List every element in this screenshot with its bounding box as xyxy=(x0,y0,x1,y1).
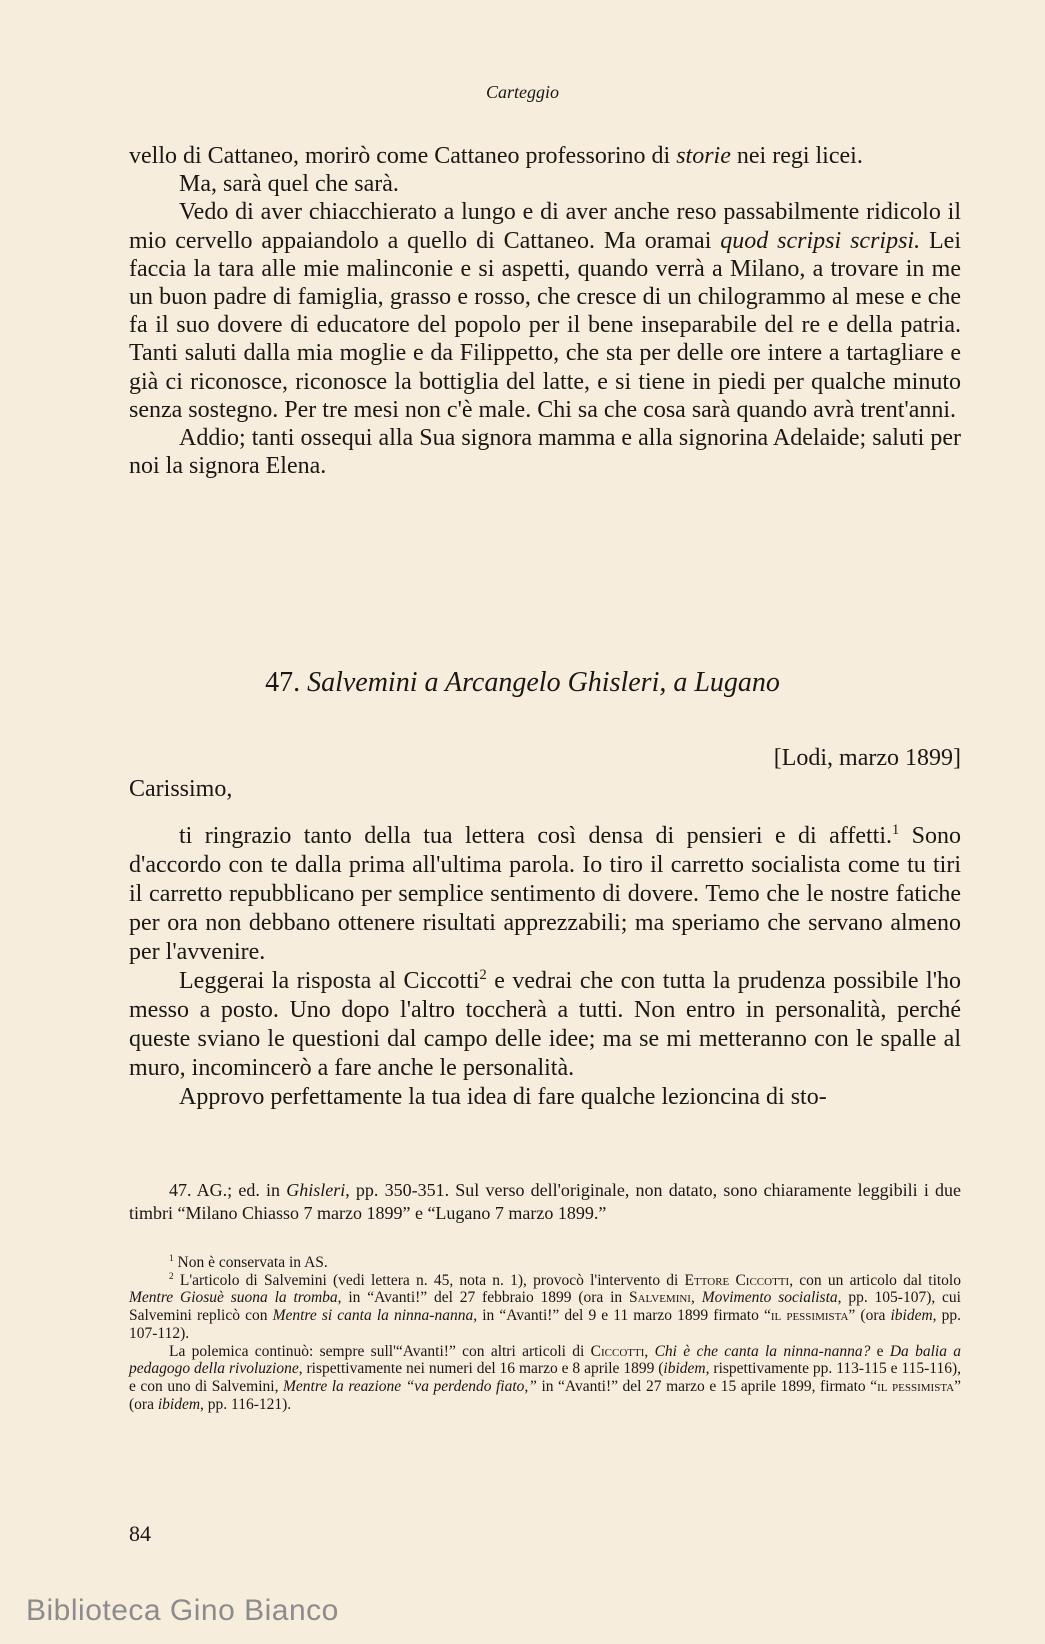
small-caps-text: il pessimista xyxy=(770,1307,849,1325)
text: , in “Avanti!” del 27 febbraio 1899 (ora in xyxy=(337,1289,629,1307)
paragraph xyxy=(129,967,961,1083)
italic-text: ibidem xyxy=(663,1360,706,1378)
letter-title: Salvemini a Arcangelo Ghisleri, a Lugano xyxy=(307,667,780,698)
text: L'articolo di Salvemini (vedi lettera n. 45, nota n. 1), provocò l'intervento di xyxy=(173,1271,685,1289)
paragraph xyxy=(129,1179,961,1225)
small-caps-text: Ciccotti xyxy=(590,1342,645,1360)
paragraph: Approvo perfettamente la tua idea di fare qualche lezioncina di sto- xyxy=(179,1084,827,1110)
italic-text: Mentre si canta la ninna-nanna xyxy=(272,1307,474,1325)
text: in “Avanti!” del 27 marzo e 15 aprile 1899, firmato “ xyxy=(536,1377,878,1395)
italic-text: Mentre Giosuè suona la tromba xyxy=(129,1289,338,1307)
text: , pp. 116-121). xyxy=(200,1395,292,1413)
text: ” (ora xyxy=(848,1307,891,1325)
text: Vedo di aver chiacchierato a lungo e di aver anche reso passabilmente ridicolo il mio cervello appaiandolo a quello di Cattaneo. Ma oramai xyxy=(129,199,961,254)
italic-text: Chi è che canta la ninna-nanna? xyxy=(654,1342,871,1360)
library-watermark: Biblioteca Gino Bianco xyxy=(26,1594,339,1627)
editorial-note xyxy=(129,1179,961,1225)
footnote-ref: 1 xyxy=(892,822,900,838)
text: , xyxy=(690,1289,702,1307)
salutation: Carissimo, xyxy=(129,776,233,802)
italic-text: ibidem xyxy=(890,1307,933,1325)
italic-text: quod scripsi scripsi. xyxy=(720,227,921,254)
page-number: 84 xyxy=(129,1521,151,1546)
letter-heading xyxy=(0,667,1045,699)
footnote-mark: 2 xyxy=(169,1271,174,1282)
italic-text: storie xyxy=(676,143,731,169)
text: ” (ora xyxy=(129,1377,961,1413)
footnote-2 xyxy=(129,1272,961,1343)
text: Lei faccia la tara alle mie malinconie e si aspetti, quando verrà a Milano, a trovare in me un buon padre di famiglia, grasso e rosso, che cresce di un chilogrammo al mese e che fa il suo dovere di educatore del popolo per il bene inseparabile del re e della patria. Tanti saluti dalla mia moglie e da Filippetto, che sta per delle ore intere a tartagliare e già ci riconosce, riconosce la bottiglia del latte, e si tiene in piedi per qualche minuto senza sostegno. Per tre mesi non c'è male. Chi sa che cosa sarà quando avrà trent'anni. xyxy=(129,227,961,423)
text: , con un articolo dal titolo xyxy=(789,1271,961,1289)
text: nei regi licei. xyxy=(730,143,863,169)
text: ti ringrazio tanto della tua lettera così densa di pensieri e di affetti. xyxy=(179,823,893,849)
letter-number: 47. xyxy=(265,667,301,698)
text: , rispettivamente pp. 113-115 e 115-116), e con uno di Salvemini, xyxy=(129,1360,961,1395)
text: , xyxy=(644,1342,655,1360)
small-caps-text: Salvemini xyxy=(628,1289,691,1307)
footnote-mark: 1 xyxy=(169,1253,174,1264)
text: Non è conservata in AS. xyxy=(173,1254,328,1271)
text: , pp. 105-107), cui Salvemini replicò con xyxy=(129,1289,961,1325)
italic-text: Mentre la reazione “va perdendo fiato,” xyxy=(283,1377,537,1395)
running-head: Carteggio xyxy=(485,82,559,102)
text: vello di Cattaneo, morirò come Cattaneo professorino di xyxy=(129,143,677,169)
paragraph: Ma, sarà quel che sarà. xyxy=(179,171,399,198)
text: La polemica continuò: sempre sull'“Avanti!” con altri articoli di xyxy=(169,1342,591,1360)
text: Leggerai la risposta al Ciccotti xyxy=(179,968,480,994)
text: , pp. 350-351. Sul verso dell'originale, non datato, sono chiaramente leggibili i due timbri “Milano Chiasso 7 marzo 1899” e “Lugano 7 marzo 1899.” xyxy=(129,1180,961,1223)
text: e xyxy=(870,1342,890,1360)
small-caps-text: Ettore Ciccotti xyxy=(684,1271,790,1289)
small-caps-text: il pessimista xyxy=(877,1377,955,1395)
text: , pp. 107-112). xyxy=(129,1307,962,1342)
paragraph xyxy=(129,142,961,170)
italic-text: Movimento socialista xyxy=(701,1289,838,1307)
footnote-1 xyxy=(129,1254,961,1272)
text: , rispettivamente nei numeri del 16 marzo e 8 aprile 1899 ( xyxy=(298,1360,664,1378)
paragraph xyxy=(129,822,961,967)
italic-text: Ghisleri xyxy=(286,1180,346,1200)
footnote-ref: 2 xyxy=(479,967,487,983)
paragraph xyxy=(129,198,961,424)
dateline: [Lodi, marzo 1899] xyxy=(773,745,961,771)
italic-text: ibidem xyxy=(157,1395,201,1413)
text: , in “Avanti!” del 9 e 11 marzo 1899 firmato “ xyxy=(473,1307,771,1325)
text: Sono d'accordo con te dalla prima all'ultima parola. Io tiro il carretto socialista come tu tiri il carretto repubblicano per semplice sentimento di dovere. Temo che le nostre fatiche per ora non debbano ottenere risultati apprezzabili; ma speriamo che servano almeno per l'avvenire. xyxy=(129,823,961,965)
paragraph: Addio; tanti ossequi alla Sua signora mamma e alla signorina Adelaide; saluti per noi la signora Elena. xyxy=(129,425,961,480)
text: 47. AG.; ed. in xyxy=(169,1180,287,1200)
footnotes xyxy=(129,1254,961,1413)
previous-letter-end xyxy=(129,142,961,480)
letter-body xyxy=(129,822,961,1112)
italic-text: Da balia a pedagogo della rivoluzione xyxy=(129,1342,961,1378)
text: e vedrai che con tutta la prudenza possibile l'ho messo a posto. Uno dopo l'altro toccherà a tutti. Non entro in personalità, perché queste sviano le questioni dal campo delle idee; ma se mi metteranno con le spalle al muro, incomincerò a fare anche le personalità. xyxy=(129,968,962,1081)
footnote-2-continued xyxy=(129,1343,961,1414)
